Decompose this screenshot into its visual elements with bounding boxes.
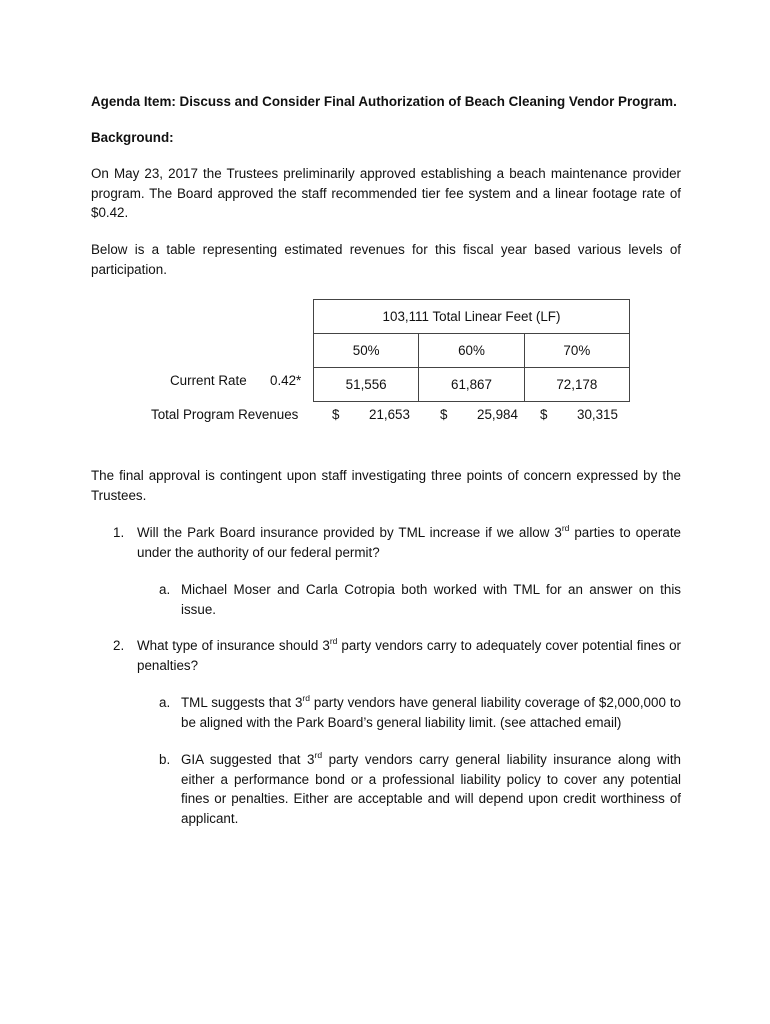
ordinal-suffix: rd — [302, 693, 310, 703]
ordinal-suffix: rd — [314, 750, 323, 760]
table-grid — [313, 333, 630, 402]
paragraph-contingency: The final approval is contingent upon staff investigating three points of concern expressed by the Trustees. — [91, 468, 681, 503]
currency-symbol: $ — [540, 407, 548, 422]
table-cell-lf: 61,867 — [419, 368, 524, 402]
currency-symbol: $ — [440, 407, 448, 422]
paragraph-approval: On May 23, 2017 the Trustees preliminarily approved establishing a beach maintenance provider program. The Board approved the staff recommended tier fee system and a linear footage rate of $0.42. — [91, 166, 681, 220]
answer-text-part: GIA suggested that 3 — [181, 752, 315, 767]
answer-letter: a. — [159, 695, 171, 710]
table-header-linear-feet: 103,111 Total Linear Feet (LF) — [313, 299, 630, 334]
answer-letter: a. — [159, 582, 171, 597]
question-text-part: party vendors carry to adequately cover potential fines or penalties? — [137, 638, 681, 673]
question-text — [137, 636, 681, 675]
answer-item — [159, 580, 681, 619]
ordinal-suffix: rd — [561, 523, 570, 533]
table-row-percentages — [314, 334, 630, 368]
revenue-value: 25,984 — [477, 407, 518, 422]
current-rate-value: 0.42* — [270, 373, 302, 388]
table-cell-percent: 70% — [524, 334, 629, 368]
question-text-part: What type of insurance should 3 — [137, 638, 330, 653]
background-heading: Background: — [91, 130, 174, 145]
table-cell-lf: 72,178 — [524, 368, 629, 402]
current-rate-label: Current Rate — [170, 373, 247, 388]
answer-item — [159, 693, 681, 732]
question-number: 2. — [113, 638, 125, 653]
question-text-part: parties to operate under the authority of our federal permit? — [137, 525, 682, 560]
question-number: 1. — [113, 525, 125, 540]
answer-item — [159, 750, 681, 828]
revenue-value: 30,315 — [577, 407, 618, 422]
currency-symbol: $ — [332, 407, 340, 422]
table-row-linear-feet — [314, 368, 630, 402]
answer-text — [181, 750, 681, 828]
answer-letter: b. — [159, 752, 171, 767]
table-cell-lf: 51,556 — [314, 368, 419, 402]
answer-text-part: party vendors have general liability coverage of $2,000,000 to be aligned with the Park Board’s general liability limit. (see attached email) — [181, 695, 681, 730]
agenda-title: Agenda Item: Discuss and Consider Final Authorization of Beach Cleaning Vendor Program. — [91, 94, 677, 109]
table-cell-percent: 50% — [314, 334, 419, 368]
table-cell-percent: 60% — [419, 334, 524, 368]
question-item — [113, 523, 681, 562]
paragraph-table-intro: Below is a table representing estimated revenues for this fiscal year based various levels of participation. — [91, 242, 681, 277]
answer-text-part: TML suggests that 3 — [181, 695, 303, 710]
revenue-value: 21,653 — [369, 407, 410, 422]
total-revenues-label: Total Program Revenues — [151, 407, 299, 422]
answer-text-part: party vendors carry general liability insurance along with either a performance bond or a professional liability policy to cover any potential fines or penalties. Either are acceptable and will depend upon credit worthiness of applicant. — [181, 752, 681, 826]
question-text-part: Will the Park Board insurance provided by TML increase if we allow 3 — [137, 525, 562, 540]
answer-text — [181, 693, 681, 732]
ordinal-suffix: rd — [329, 636, 338, 646]
answer-text: Michael Moser and Carla Cotropia both worked with TML for an answer on this issue. — [181, 582, 681, 617]
question-item — [113, 636, 681, 675]
question-text — [137, 523, 681, 562]
